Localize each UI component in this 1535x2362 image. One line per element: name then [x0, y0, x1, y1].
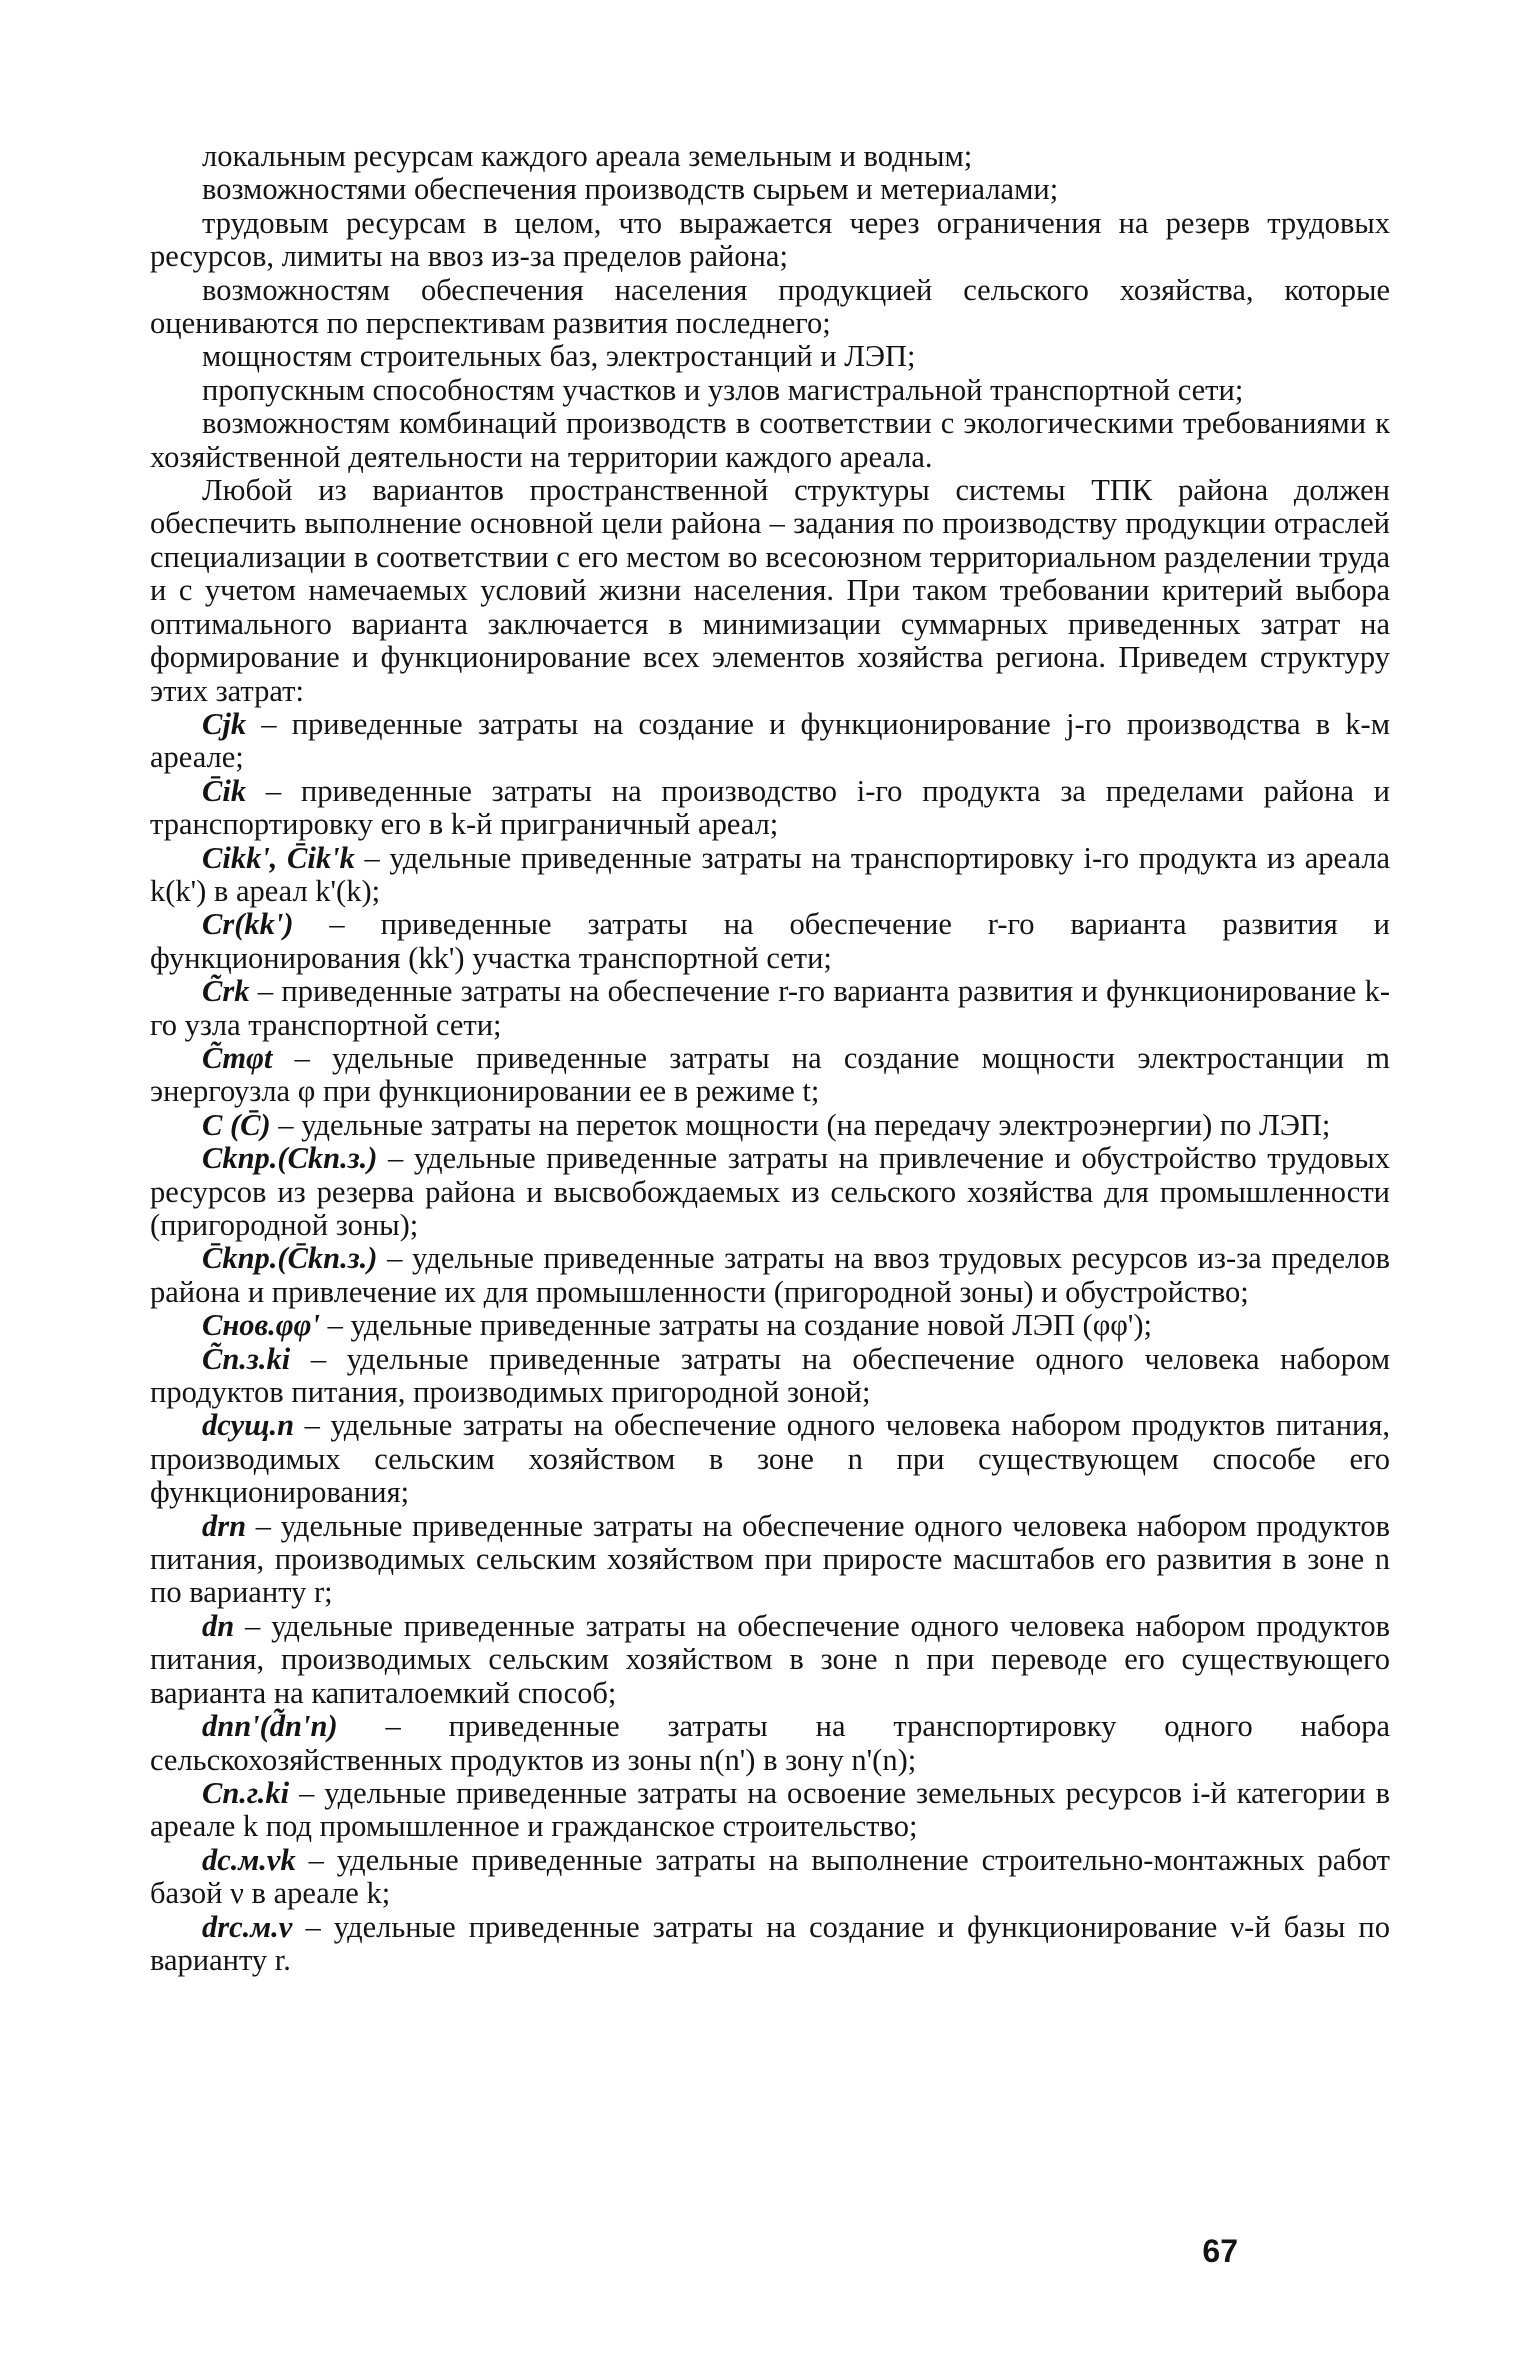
- definition-symbol: Ckпр.(Ckп.з.): [202, 1141, 378, 1176]
- definition-item: [150, 1844, 1390, 1911]
- definition-symbol: C̄kпр.(C̄kп.з.): [202, 1241, 378, 1276]
- definition-text: – удельные приведенные затраты на обеспечение одного человека набором продуктов питания, производимых сельским хозяйством при приросте масштабов его развития в зоне n по варианту r;: [150, 1508, 1390, 1610]
- list-item: мощностям строительных баз, электростанций и ЛЭП;: [202, 339, 916, 374]
- definition-text: – удельные приведенные затраты на ввоз трудовых ресурсов из-за пределов района и привлечение их для промышленности (пригородной зоны) и обустройство;: [150, 1241, 1391, 1309]
- definition-item: [150, 1242, 1390, 1309]
- definition-item: [150, 1309, 1390, 1342]
- definition-symbol: Cп.г.ki: [202, 1775, 290, 1810]
- document-page: [150, 140, 1390, 2320]
- definition-symbol: drс.м.ν: [202, 1909, 293, 1944]
- main-paragraph: Любой из вариантов пространственной структуры системы ТПК района должен обеспечить выполнение основной цели района – задания по производству продукции отраслей специализации в соответствии с его местом во всесоюзном территориальном разделении труда и с учетом намечаемых условий жизни населения. При таком требовании критерий выбора оптимального варианта заключается в минимизации суммарных приведенных затрат на формирование и функционирование всех элементов хозяйства региона. Приведем структуру этих затрат:: [150, 473, 1390, 708]
- definition-symbol: dс.м.νk: [202, 1842, 296, 1877]
- definition-item: [150, 842, 1390, 909]
- definition-item: [150, 1409, 1390, 1509]
- definition-symbol: dсущ.n: [202, 1408, 295, 1443]
- definition-symbol: C̄ik: [202, 773, 247, 808]
- definition-text: – удельные приведенные затраты на создание мощности электростанции m энергоузла φ при функционировании ее в режиме t;: [150, 1040, 1390, 1109]
- list-item: возможностями обеспечения производств сырьем и метериалами;: [202, 172, 1059, 207]
- definition-symbol: dnn'(d̃n'n): [202, 1709, 338, 1744]
- list-item: пропускным способностям участков и узлов магистральной транспортной сети;: [202, 372, 1244, 407]
- definition-item: [150, 1142, 1390, 1242]
- definition-symbol: C̃rk: [202, 974, 250, 1009]
- definition-text: – удельные приведенные затраты на транспортировку i-го продукта из ареала k(k') в ареал k'(k);: [150, 840, 1391, 908]
- definition-item: [150, 1042, 1390, 1109]
- definition-item: [150, 708, 1390, 775]
- definition-text: – приведенные затраты на транспортировку одного набора сельскохозяйственных продуктов из зоны n(n') в зону n'(n);: [150, 1709, 1390, 1777]
- definition-symbol: C̃mφt: [202, 1040, 273, 1075]
- page-body: [150, 140, 1390, 1977]
- definition-item: [150, 1710, 1390, 1777]
- definition-symbol: C̃п.з.ki: [202, 1341, 291, 1376]
- definition-symbol: Cнов.φφ': [202, 1308, 320, 1343]
- list-item: возможностям обеспечения населения продукцией сельского хозяйства, которые оцениваются по перспективам развития последнего;: [150, 272, 1390, 341]
- definition-text: – удельные приведенные затраты на привлечение и обустройство трудовых ресурсов из резерва района и высвобождаемых из сельского хозяйства для промышленности (пригородной зоны);: [150, 1141, 1391, 1242]
- definition-symbol: Cr(kk'): [202, 907, 294, 942]
- definition-item: [150, 1911, 1390, 1978]
- definition-item: [150, 1610, 1390, 1710]
- definition-text: – приведенные затраты на создание и функционирование j-го производства в k-м ареале;: [150, 706, 1391, 775]
- definition-symbol: dn: [202, 1608, 235, 1643]
- definitions-list: [150, 708, 1390, 1977]
- definition-symbol: Cikk', C̄ik'k: [202, 840, 355, 875]
- definition-item: [150, 1109, 1390, 1142]
- definition-symbol: drn: [202, 1508, 247, 1543]
- definition-text: – удельные приведенные затраты на выполнение строительно-монтажных работ базой ν в ареале k;: [150, 1842, 1391, 1911]
- definition-text: – удельные приведенные затраты на обеспечение одного человека набором продуктов питания, производимых сельским хозяйством в зоне n при переводе его существующего варианта на капиталоемкий способ;: [150, 1608, 1390, 1710]
- definition-text: – удельные приведенные затраты на обеспечение одного человека набором продуктов питания, производимых пригородной зоной;: [150, 1341, 1390, 1410]
- definition-item: [150, 1777, 1390, 1844]
- definition-item: [150, 1510, 1390, 1610]
- definition-text: – удельные затраты на обеспечение одного человека набором продуктов питания, производимых сельским хозяйством в зоне n при существующем способе его функционирования;: [150, 1408, 1391, 1510]
- page-number: 67: [1202, 2233, 1238, 2269]
- definition-item: [150, 1343, 1390, 1410]
- list-item: локальным ресурсам каждого ареала земельным и водным;: [202, 139, 973, 173]
- definition-text: – удельные приведенные затраты на создание новой ЛЭП (φφ');: [327, 1308, 1153, 1343]
- definition-text: – удельные приведенные затраты на создание и функционирование ν-й базы по варианту r.: [150, 1909, 1390, 1977]
- definition-item: [150, 775, 1390, 842]
- list-item: возможностям комбинаций производств в соответствии с экологическими требованиями к хозяйственной деятельности на территории каждого ареала.: [150, 406, 1390, 474]
- definition-text: – удельные приведенные затраты на освоение земельных ресурсов i-й категории в ареале k под промышленное и гражданское строительство;: [150, 1775, 1390, 1844]
- definition-item: [150, 908, 1390, 975]
- definition-text: – приведенные затраты на обеспечение r-го варианта развития и функционирования (kk') участка транспортной сети;: [150, 907, 1390, 975]
- definition-text: – удельные затраты на переток мощности (на передачу электроэнергии) по ЛЭП;: [278, 1107, 1331, 1142]
- definition-text: – приведенные затраты на производство i-го продукта за пределами района и транспортировку его в k-й приграничный ареал;: [150, 773, 1391, 842]
- definition-symbol: Cjk: [202, 706, 247, 741]
- definition-text: – приведенные затраты на обеспечение r-го варианта развития и функционирование k-го узла транспортной сети;: [150, 974, 1391, 1042]
- definition-symbol: C (C̄): [202, 1107, 271, 1142]
- list-item: трудовым ресурсам в целом, что выражается через ограничения на резерв трудовых ресурсов, лимиты на ввоз из-за пределов района;: [150, 205, 1390, 274]
- definition-item: [150, 975, 1390, 1042]
